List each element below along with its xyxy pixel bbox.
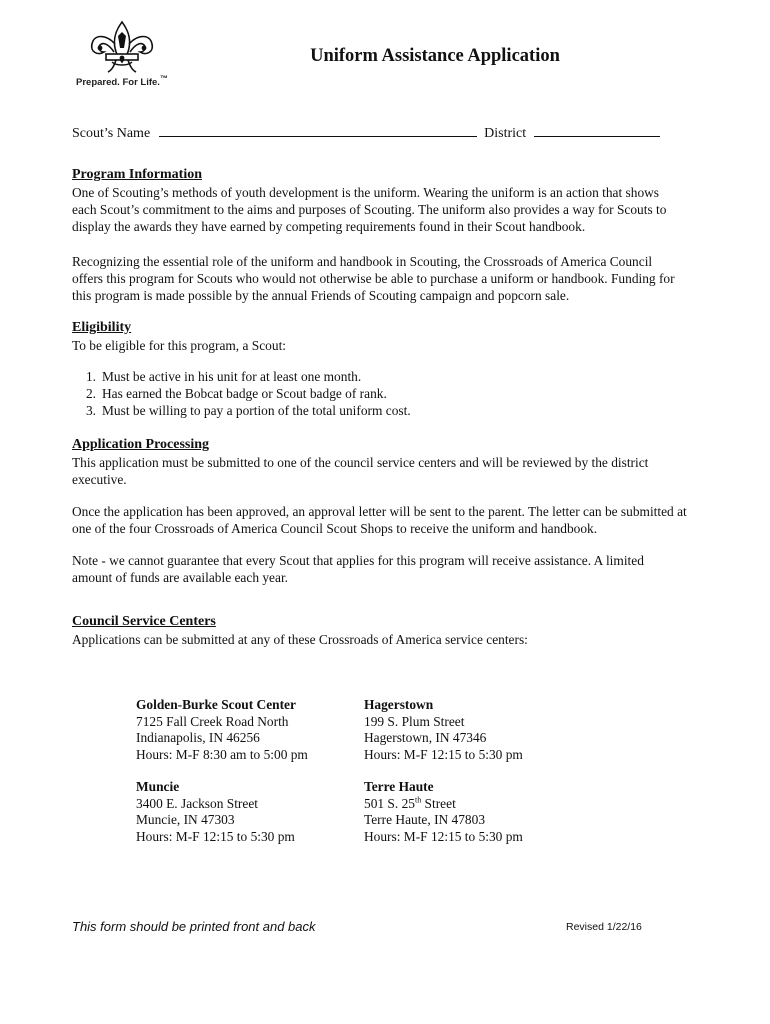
text-line: display the awards they have earned by competing requirements found in their Scout handbook. — [72, 218, 586, 234]
text-line: Note - we cannot guarantee that every Scout that applies for this program will receive assistance. A limited — [72, 553, 644, 568]
processing-paragraph-3 — [72, 553, 712, 587]
text-line: this program is made possible by the annual Friends of Scouting campaign and popcorn sale. — [72, 287, 570, 303]
center-hours: Hours: M-F 12:15 to 5:30 pm — [364, 828, 523, 844]
list-item: 3. Must be willing to pay a portion of the total uniform cost. — [85, 402, 411, 418]
center-city: Terre Haute, IN 47803 — [364, 812, 486, 827]
center-hours: Hours: M-F 12:15 to 5:30 pm — [364, 746, 523, 762]
center-hours: Hours: M-F 12:15 to 5:30 pm — [136, 828, 295, 844]
center-city: Indianapolis, IN 46256 — [136, 730, 260, 745]
program-information-heading: Program Information — [72, 167, 202, 182]
center-street: 199 S. Plum Street — [364, 713, 465, 729]
page-title: Uniform Assistance Application — [310, 46, 560, 66]
council-service-centers-heading: Council Service Centers — [72, 614, 216, 629]
fleur-de-lis-icon — [72, 18, 172, 78]
list-item: 2. Has earned the Bobcat badge or Scout badge of rank. — [85, 385, 387, 401]
list-item: 1. Must be active in his unit for at least one month. — [85, 369, 362, 384]
center-hours: Hours: M-F 8:30 am to 5:00 pm — [136, 746, 308, 762]
center-name: Muncie — [136, 779, 180, 794]
center-street: 3400 E. Jackson Street — [136, 795, 258, 811]
text-line: One of Scouting’s methods of youth development is the uniform. Wearing the uniform is an action that shows — [72, 185, 660, 200]
center-name: Hagerstown — [364, 697, 434, 712]
text-line: Once the application has been approved, an approval letter will be sent to the parent. The letter can be submitted at — [72, 504, 687, 519]
text-line: offers this program for Scouts who would not otherwise be able to purchase a uniform or handbook. Funding for — [72, 270, 675, 286]
center-name: Golden-Burke Scout Center — [136, 697, 296, 712]
text-line: amount of funds are available each year. — [72, 569, 289, 585]
centers-intro: Applications can be submitted at any of these Crossroads of America service centers: — [72, 632, 528, 647]
eligibility-heading: Eligibility — [72, 320, 132, 335]
program-paragraph-2 — [72, 254, 712, 304]
eligibility-list — [72, 369, 411, 419]
center-city: Hagerstown, IN 47346 — [364, 730, 487, 745]
service-center-golden-burke — [136, 697, 308, 763]
district-label: District — [484, 126, 527, 141]
program-paragraph-1 — [72, 185, 712, 235]
center-name: Terre Haute — [364, 779, 434, 794]
text-line: Recognizing the essential role of the uniform and handbook in Scouting, the Crossroads of America Council — [72, 254, 653, 269]
center-street: 501 S. 25th Street — [364, 795, 456, 811]
service-center-hagerstown — [364, 697, 523, 763]
processing-paragraph-1 — [72, 455, 712, 489]
scouts-name-row — [72, 122, 660, 142]
eligibility-intro: To be eligible for this program, a Scout: — [72, 338, 287, 353]
processing-paragraph-2 — [72, 504, 712, 538]
print-instruction-note: This form should be printed front and back — [72, 919, 316, 934]
center-street: 7125 Fall Creek Road North — [136, 713, 289, 729]
text-line: each Scout’s commitment to the aims and purposes of Scouting. The uniform also provides a way for Scouts to — [72, 201, 667, 217]
scouts-name-label: Scout’s Name — [72, 126, 151, 141]
scouts-name-field[interactable] — [159, 122, 477, 137]
center-city: Muncie, IN 47303 — [136, 812, 235, 827]
tagline: Prepared. For Life.™ — [76, 73, 168, 88]
service-center-muncie — [136, 779, 295, 845]
district-field[interactable] — [534, 122, 660, 137]
text-line: one of the four Crossroads of America Council Scout Shops to receive the uniform and handbook. — [72, 520, 598, 536]
text-line: executive. — [72, 471, 127, 487]
revision-date: Revised 1/22/16 — [566, 921, 642, 933]
application-processing-heading: Application Processing — [72, 437, 210, 452]
service-center-terre-haute — [364, 779, 523, 845]
text-line: This application must be submitted to one of the council service centers and will be reviewed by the district — [72, 455, 649, 470]
